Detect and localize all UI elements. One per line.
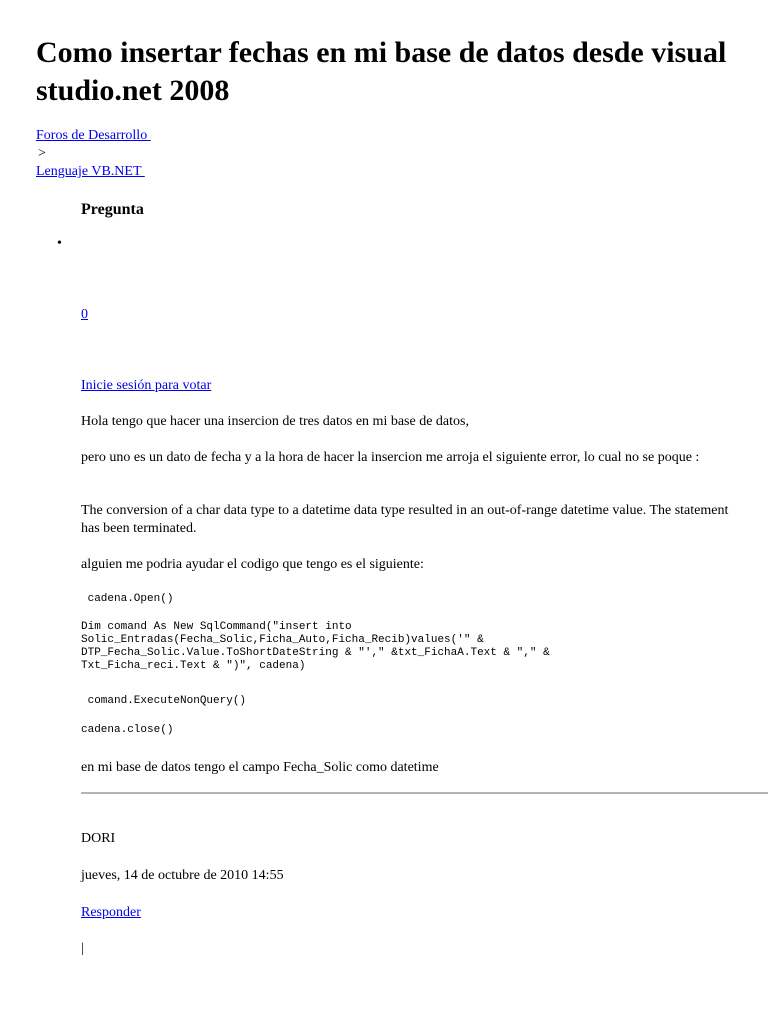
vote-count-link[interactable]: 0: [81, 307, 88, 322]
list-bullet: •: [57, 236, 62, 251]
post-divider: [81, 792, 768, 794]
page-title: Como insertar fechas en mi base de datos desde visual studio.net 2008: [36, 36, 727, 107]
question-paragraph: The conversion of a char data type to a datetime data type resulted in an out-of-range datetime value. The statement has been terminated.: [81, 503, 729, 536]
reply-link[interactable]: Responder: [81, 905, 141, 920]
question-paragraph: alguien me podria ayudar el codigo que tengo es el siguiente:: [81, 557, 424, 572]
code-line: cadena.Open(): [81, 593, 174, 605]
post-author: DORI: [81, 831, 116, 846]
question-paragraph: pero uno es un dato de fecha y a la hora de hacer la insercion me arroja el siguiente error, lo cual no se poque :: [81, 450, 700, 465]
code-line: cadena.close(): [81, 724, 174, 736]
question-closing-text: en mi base de datos tengo el campo Fecha_Solic como datetime: [81, 760, 439, 775]
question-paragraph: Hola tengo que hacer una insercion de tres datos en mi base de datos,: [81, 414, 469, 429]
text-separator: |: [81, 941, 84, 956]
breadcrumb-subforum-link[interactable]: Lenguaje VB.NET: [36, 164, 145, 179]
breadcrumb-separator: >: [38, 146, 46, 161]
post-date: jueves, 14 de octubre de 2010 14:55: [81, 868, 284, 883]
breadcrumb-forum-link[interactable]: Foros de Desarrollo: [36, 128, 151, 143]
question-heading: Pregunta: [81, 201, 144, 218]
code-block: Dim comand As New SqlCommand("insert into Solic_Entradas(Fecha_Solic,Ficha_Auto,Ficha_Recib)values('" & DTP_Fecha_Solic.Value.ToShortDateString & "'," &txt_FichaA.Text & "," & Txt_Ficha_reci.Text & ")", cadena): [81, 621, 550, 672]
sign-in-to-vote-link[interactable]: Inicie sesión para votar: [81, 378, 212, 393]
code-line: comand.ExecuteNonQuery(): [81, 695, 247, 707]
